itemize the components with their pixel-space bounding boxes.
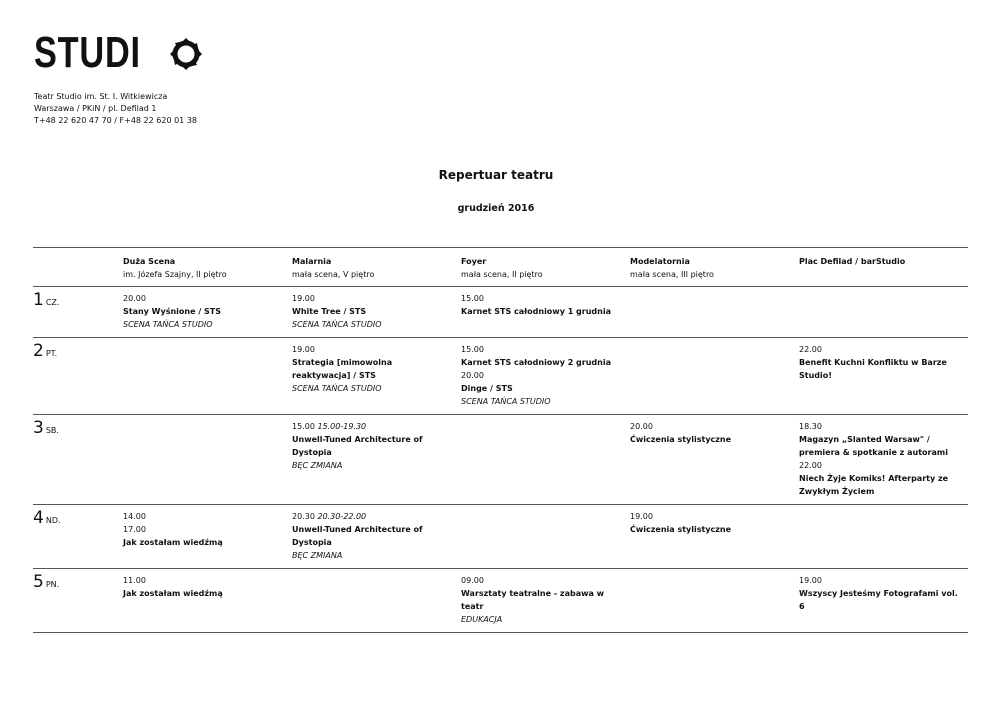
day-cell [33, 287, 123, 338]
event-start-time: 15.00 [461, 294, 484, 303]
event-start-time: 20.30 [292, 512, 315, 521]
event-title[interactable]: Warsztaty teatralne - zabawa w teatr [461, 589, 605, 611]
event-time-range: 20.30-22.00 [317, 512, 367, 521]
event-time [461, 292, 620, 305]
address-line: Warszawa / PKiN / pl. Defilad 1 [34, 104, 157, 113]
event-start-time: 15.00 [461, 345, 484, 354]
schedule-cell [123, 505, 292, 569]
logo-ring-icon [168, 36, 204, 72]
event-organizer: BĘC ZMIANA [292, 461, 343, 470]
schedule-cell [630, 287, 799, 338]
event-organizer: SCENA TAŃCA STUDIO [292, 320, 382, 329]
venue-location: mała scena, V piętro [292, 270, 375, 279]
event-time [799, 459, 958, 472]
day-cell [33, 569, 123, 633]
event-time [292, 343, 451, 356]
weekday-abbr: PN. [45, 580, 60, 589]
venue-location: mała scena, III piętro [630, 270, 714, 279]
schedule-cell [799, 287, 968, 338]
event-start-time: 22.00 [799, 345, 822, 354]
event-start-time: 17.00 [123, 525, 146, 534]
event-start-time: 15.00 [292, 422, 315, 431]
schedule-cell [630, 338, 799, 415]
schedule-cell [292, 415, 461, 505]
schedule-cell [292, 569, 461, 633]
address-line: Teatr Studio im. St. I. Witkiewicza [34, 92, 168, 101]
event-organizer: BĘC ZMIANA [292, 551, 343, 560]
venue-header [461, 248, 630, 287]
event-time [123, 574, 282, 587]
event-start-time: 19.00 [292, 294, 315, 303]
day-header-cell [33, 248, 123, 287]
event-start-time: 11.00 [123, 576, 146, 585]
event-time [630, 510, 789, 523]
event-time [292, 420, 451, 433]
event-title[interactable]: Magazyn „Slanted Warsaw" / premiera & spotkanie z autorami [799, 435, 948, 457]
event-start-time: 14.00 [123, 512, 146, 521]
event-time [799, 574, 958, 587]
address-line: T+48 22 620 47 70 / F+48 22 620 01 38 [34, 116, 197, 125]
event-title[interactable]: Ćwiczenia stylistyczne [630, 525, 732, 534]
event-title[interactable]: Dinge / STS [461, 384, 513, 393]
event-start-time: 20.00 [630, 422, 653, 431]
event-organizer: SCENA TAŃCA STUDIO [292, 384, 382, 393]
schedule-cell [292, 505, 461, 569]
schedule-cell [461, 415, 630, 505]
schedule-cell [292, 287, 461, 338]
schedule-cell [799, 338, 968, 415]
schedule-cell [123, 569, 292, 633]
schedule-cell [799, 415, 968, 505]
day-row [33, 505, 968, 569]
event-time [292, 510, 451, 523]
venue-header [292, 248, 461, 287]
event-title[interactable]: Jak zostałam wiedźmą [123, 538, 223, 547]
event-time-range: 15.00-19.30 [317, 422, 367, 431]
event-organizer: SCENA TAŃCA STUDIO [461, 397, 551, 406]
schedule-cell [630, 505, 799, 569]
event-time [123, 523, 282, 536]
logo-text: STUDI [34, 28, 141, 77]
day-number: 3 [33, 418, 44, 438]
weekday-abbr: CZ. [45, 298, 60, 307]
event-start-time: 19.00 [799, 576, 822, 585]
event-title[interactable]: White Tree / STS [292, 307, 367, 316]
venue-name: Foyer [461, 257, 487, 266]
schedule-cell [630, 569, 799, 633]
day-row [33, 569, 968, 633]
day-row [33, 338, 968, 415]
event-organizer: EDUKACJA [461, 615, 503, 624]
schedule-cell [292, 338, 461, 415]
schedule-cell [461, 287, 630, 338]
schedule-cell [123, 415, 292, 505]
event-time [461, 343, 620, 356]
event-time [630, 420, 789, 433]
schedule-cell [461, 338, 630, 415]
page-subtitle: grudzień 2016 [457, 203, 535, 214]
venue-name: Malarnia [292, 257, 332, 266]
event-title[interactable]: Stany Wyśnione / STS [123, 307, 222, 316]
day-row [33, 287, 968, 338]
day-number: 4 [33, 508, 44, 528]
event-time [799, 343, 958, 356]
event-time [292, 292, 451, 305]
event-start-time: 09.00 [461, 576, 484, 585]
event-time [799, 420, 958, 433]
weekday-abbr: ND. [45, 516, 61, 525]
venue-location: im. Józefa Szajny, II piętro [123, 270, 227, 279]
day-cell [33, 415, 123, 505]
address-block [34, 91, 197, 127]
venue-name: Modelatornia [630, 257, 690, 266]
schedule-cell [461, 569, 630, 633]
weekday-abbr: SB. [45, 426, 59, 435]
schedule-cell [799, 505, 968, 569]
day-number: 2 [33, 341, 44, 361]
event-start-time: 22.00 [799, 461, 822, 470]
event-title[interactable]: Jak zostałam wiedźmą [123, 589, 223, 598]
schedule-body [33, 287, 968, 633]
venue-location: mała scena, II piętro [461, 270, 543, 279]
day-number: 5 [33, 572, 44, 592]
page-title: Repertuar teatru [438, 168, 554, 182]
event-title[interactable]: Ćwiczenia stylistyczne [630, 435, 732, 444]
venue-header-row [33, 248, 968, 287]
event-time [461, 574, 620, 587]
event-title[interactable]: Benefit Kuchni Konfliktu w Barze Studio! [799, 358, 947, 380]
event-start-time: 18.30 [799, 422, 822, 431]
event-time [123, 292, 282, 305]
event-title[interactable]: Unwell-Tuned Architecture of Dystopia [292, 435, 423, 457]
event-title[interactable]: Unwell-Tuned Architecture of Dystopia [292, 525, 423, 547]
studio-logo [34, 28, 171, 78]
event-start-time: 19.00 [630, 512, 653, 521]
venue-name: Plac Defilad / barStudio [799, 257, 906, 266]
venue-name: Duża Scena [123, 257, 176, 266]
event-time [123, 510, 282, 523]
event-title[interactable]: Karnet STS całodniowy 2 grudnia [461, 358, 611, 367]
weekday-abbr: PT. [45, 349, 58, 358]
schedule-cell [630, 415, 799, 505]
schedule-cell [123, 287, 292, 338]
event-organizer: SCENA TAŃCA STUDIO [123, 320, 213, 329]
repertoire-table [33, 247, 968, 633]
schedule-cell [799, 569, 968, 633]
day-cell [33, 505, 123, 569]
event-time [461, 369, 620, 382]
event-start-time: 20.00 [123, 294, 146, 303]
day-row [33, 415, 968, 505]
event-title[interactable]: Strategia [mimowolna reaktywacja] / STS [292, 358, 393, 380]
venue-header [123, 248, 292, 287]
venue-header [630, 248, 799, 287]
schedule-cell [123, 338, 292, 415]
day-number: 1 [33, 290, 44, 310]
venue-header [799, 248, 968, 287]
schedule-cell [461, 505, 630, 569]
event-start-time: 19.00 [292, 345, 315, 354]
day-cell [33, 338, 123, 415]
event-title[interactable]: Wszyscy Jesteśmy Fotografami vol. 6 [799, 589, 958, 611]
event-start-time: 20.00 [461, 371, 484, 380]
event-title[interactable]: Niech Żyje Komiks! Afterparty ze Zwykłym Życiem [799, 474, 949, 496]
event-title[interactable]: Karnet STS całodniowy 1 grudnia [461, 307, 611, 316]
